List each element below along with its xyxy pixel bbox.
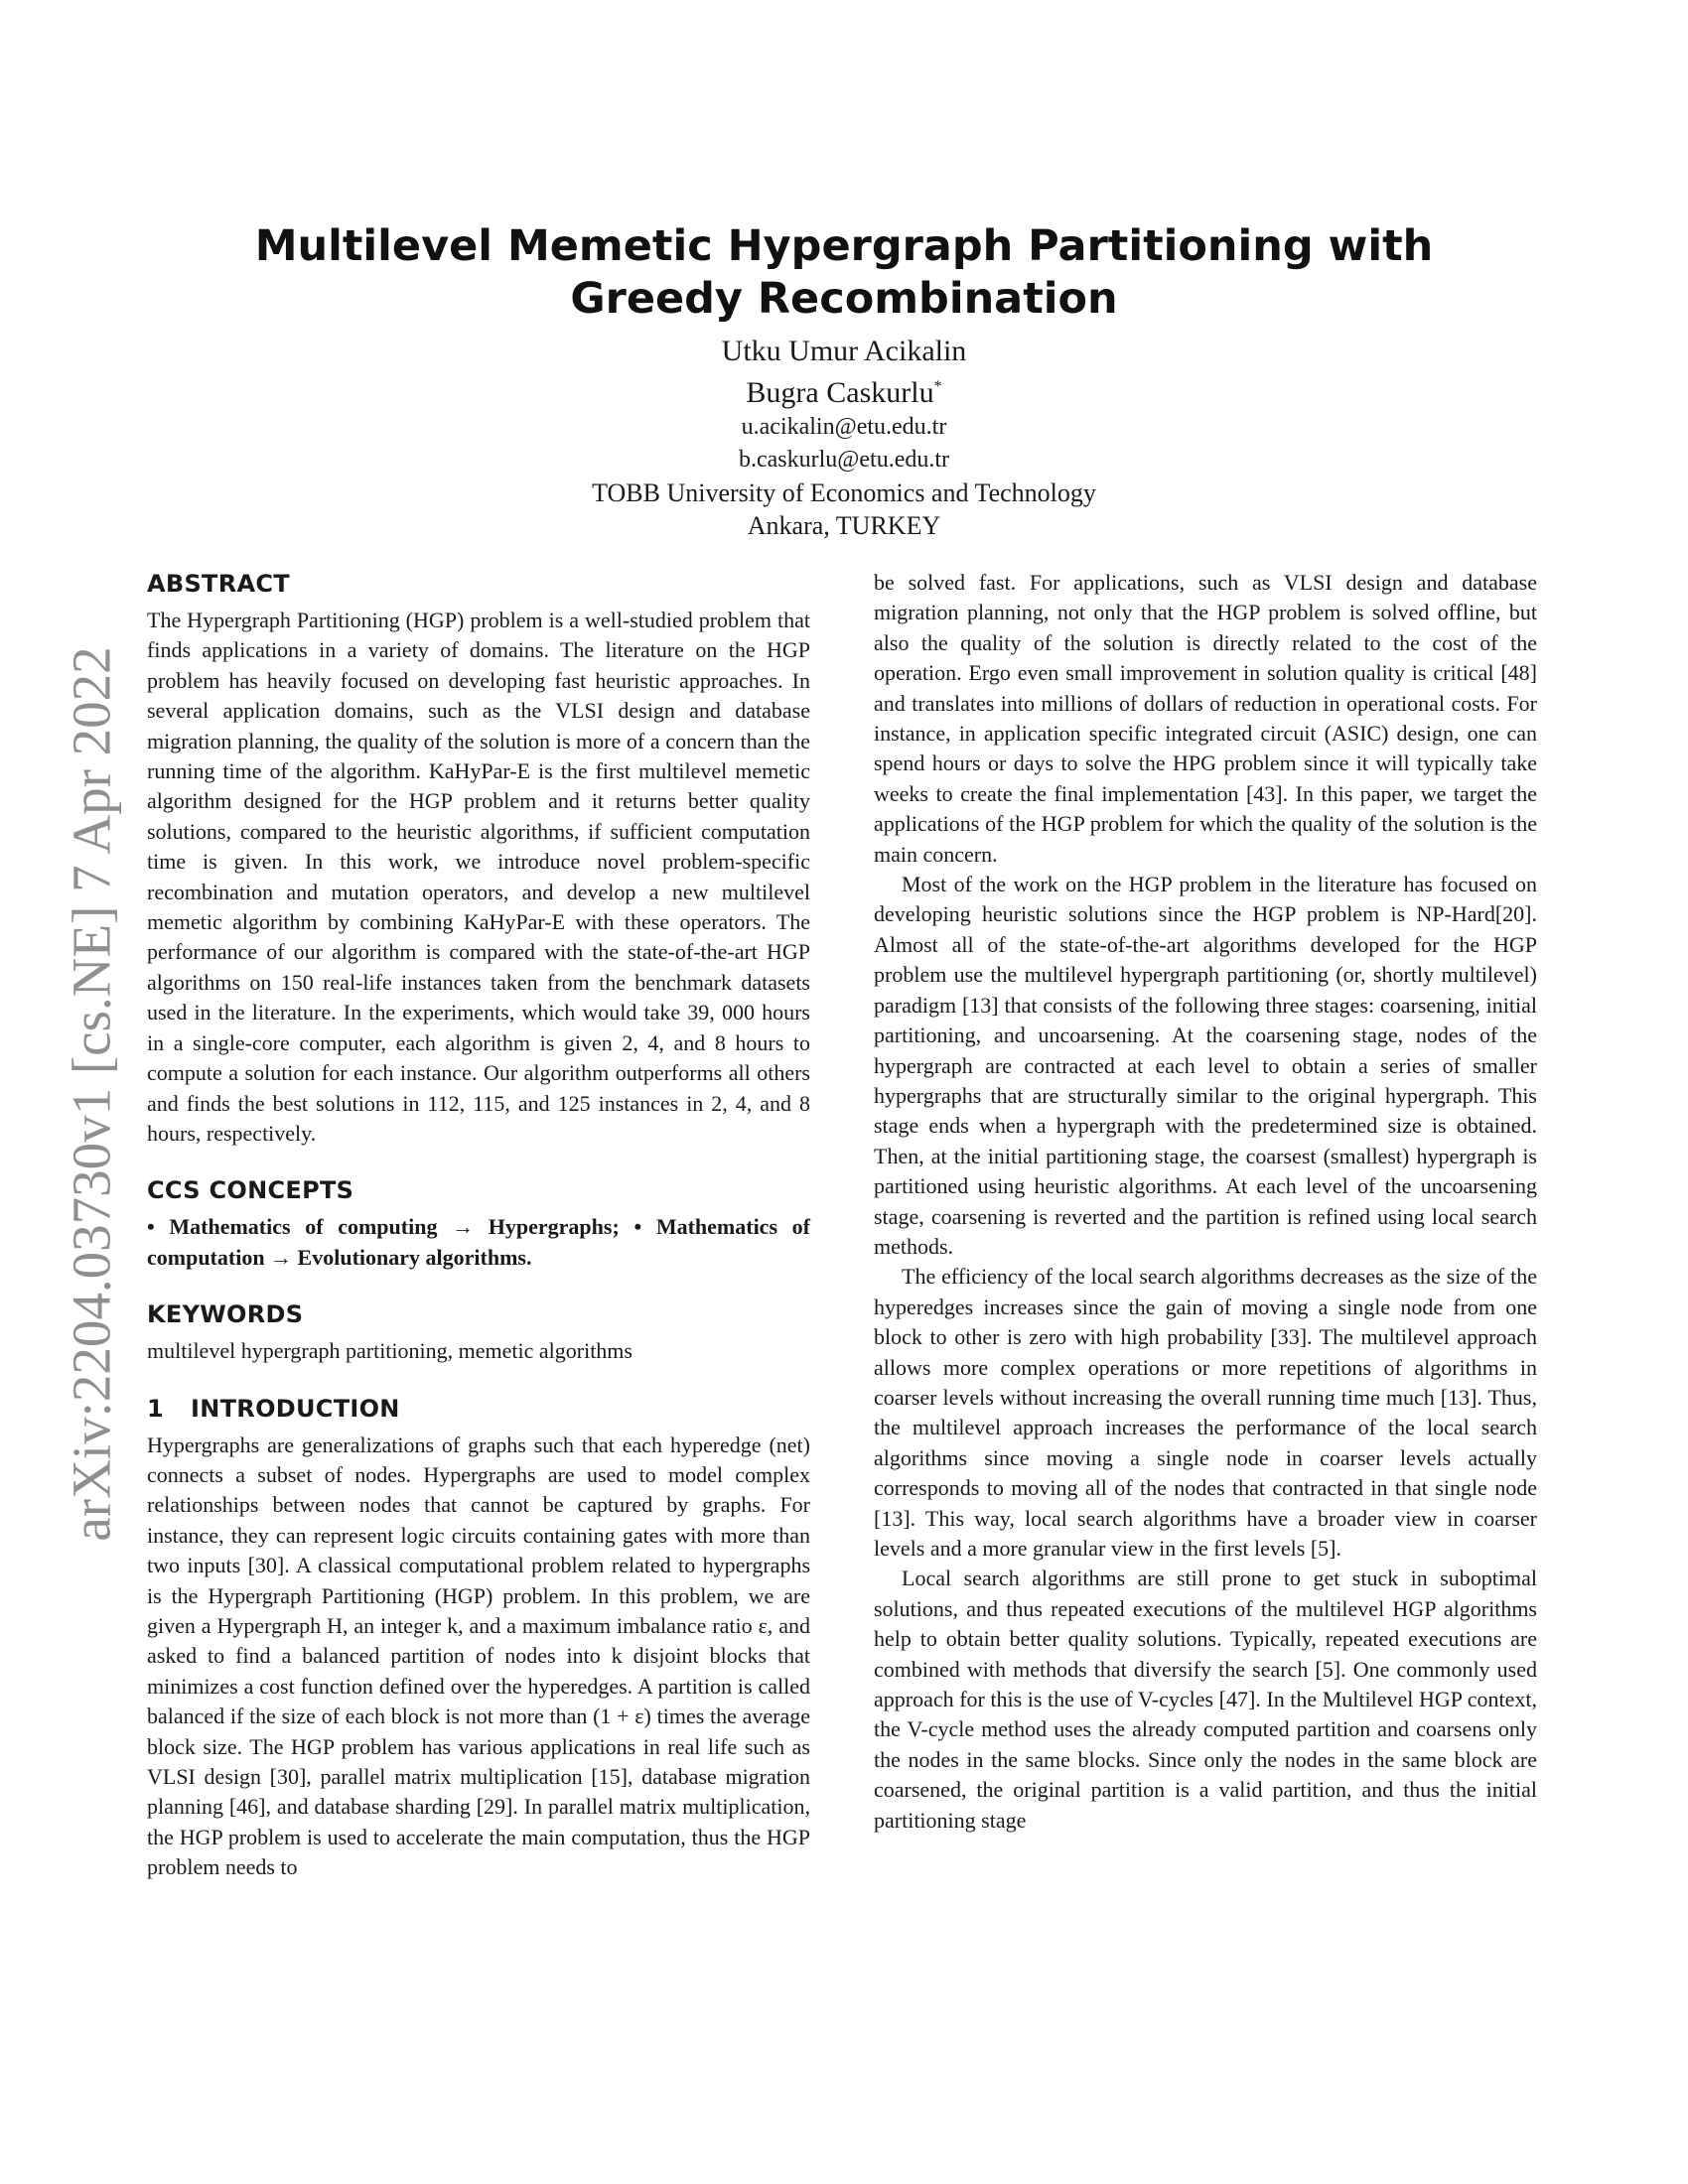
right-column <box>874 568 1537 1836</box>
intro-paragraph-2: Most of the work on the HGP problem in the literature has focused on developing heuristic solutions since the HGP problem is NP-Hard[20]. Almost all of the state-of-the-art algorithms developed for the HGP problem use the multilevel hypergraph partitioning (or, shortly multilevel) paradigm [13] that consists of the following three stages: coarsening, initial partitioning, and uncoarsening. At the coarsening stage, nodes of the hypergraph are contracted at each level to obtain a series of smaller hypergraphs that are structurally similar to the original hypergraph. This stage ends when a hypergraph with the predetermined size is obtained. Then, at the initial partitioning stage, the coarsest (smallest) hypergraph is partitioned using heuristic algorithms. At each level of the uncoarsening stage, coarsening is reverted and the partition is refined using local search methods. <box>874 872 1537 1259</box>
keywords-section <box>147 1298 810 1366</box>
keywords-text: multilevel hypergraph partitioning, memetic algorithms <box>147 1338 633 1364</box>
affiliation: TOBB University of Economics and Technology <box>592 478 1096 507</box>
ccs-section <box>147 1174 810 1273</box>
author-name: Bugra Caskurlu* <box>746 376 942 409</box>
section-title: INTRODUCTION <box>191 1394 400 1423</box>
ccs-concepts-text: • Mathematics of computing → Hypergraphs; • Mathematics of computation → Evolutionary algorithms. <box>147 1214 810 1270</box>
paper-header <box>0 220 1688 542</box>
paper-title: Multilevel Memetic Hypergraph Partitioning with Greedy Recombination <box>254 221 1434 324</box>
left-column <box>147 568 810 1883</box>
abstract-heading: ABSTRACT <box>147 570 290 598</box>
ccs-heading: CCS CONCEPTS <box>147 1176 354 1205</box>
intro-paragraph-1-continued: be solved fast. For applications, such as VLSI design and database migration planning, not only that the HGP problem is solved offline, but also the quality of the solution is directly related to the cost of the operation. Ergo even small improvement in solution quality is critical [48] and translates into millions of dollars of reduction in operational costs. For instance, in application specific integrated circuit (ASIC) design, one can spend hours or days to solve the HPG problem since it will typically take weeks to create the final implementation [43]. In this paper, we target the applications of the HGP problem for which the quality of the solution is the main concern. <box>874 570 1537 867</box>
abstract-text: The Hypergraph Partitioning (HGP) problem is a well-studied problem that finds applications in a variety of domains. The literature on the HGP problem has heavily focused on developing fast heuristic approaches. In several application domains, such as the VLSI design and database migration planning, the quality of the solution is more of a concern than the running time of the algorithm. KaHyPar-E is the first multilevel memetic algorithm designed for the HGP problem and it returns better quality solutions, compared to the heuristic algorithms, if sufficient computation time is given. In this work, we introduce novel problem-specific recombination and mutation operators, and develop a new multilevel memetic algorithm by combining KaHyPar-E with these operators. The performance of our algorithm is compared with the state-of-the-art HGP algorithms on 150 real-life instances taken from the benchmark datasets used in the literature. In the experiments, which would take 39, 000 hours in a single-core computer, each algorithm is given 2, 4, and 8 hours to compute a solution for each instance. Our algorithm outperforms all others and finds the best solutions in 112, 115, and 125 instances in 2, 4, and 8 hours, respectively. <box>147 608 810 1146</box>
introduction-heading <box>147 1393 810 1425</box>
introduction-section <box>147 1393 810 1883</box>
keywords-heading: KEYWORDS <box>147 1300 304 1329</box>
intro-paragraph-4: Local search algorithms are still prone to get stuck in suboptimal solutions, and thus repeated executions of the multilevel HGP algorithms help to obtain better quality solutions. Typically, repeated executions are combined with methods that diversify the search [5]. One commonly used approach for this is the use of V-cycles [47]. In the Multilevel HGP context, the V-cycle method uses the already computed partition and coarsens only the nodes in the same blocks. Since only the nodes in the same block are coarsened, the original partition is a valid partition, and thus the initial partitioning stage <box>874 1566 1537 1833</box>
arxiv-identifier-stamp: arXiv:2204.03730v1 [cs.NE] 7 Apr 2022 <box>61 646 122 1542</box>
intro-paragraph-1: Hypergraphs are generalizations of graphs such that each hyperedge (net) connects a subset of nodes. Hypergraphs are used to model complex relationships between nodes that cannot be captured by graphs. For instance, they can represent logic circuits containing gates with more than two inputs [30]. A classical computational problem related to hypergraphs is the Hypergraph Partitioning (HGP) problem. In this problem, we are given a Hypergraph H, an integer k, and a maximum imbalance ratio ε, and asked to find a balanced partition of nodes into k disjoint blocks that minimizes a cost function defined over the hyperedges. A partition is called balanced if the size of each block is not more than (1 + ε) times the average block size. The HGP problem has various applications in real life such as VLSI design [30], parallel matrix multiplication [15], database migration planning [46], and database sharding [29]. In parallel matrix multiplication, the HGP problem is used to accelerate the main computation, thus the HGP problem needs to <box>147 1432 810 1880</box>
author-email[interactable]: b.caskurlu@etu.edu.tr <box>738 447 950 473</box>
corresponding-author-mark: * <box>933 378 942 395</box>
intro-paragraph-3: The efficiency of the local search algorithms decreases as the size of the hyperedges increases since the gain of moving a single node from one block to other is zero with high probability [33]. The multilevel approach allows more complex operations or more repetitions of algorithms in coarser levels without increasing the overall running time much [13]. Thus, the multilevel approach increases the performance of the local search algorithms since moving a single node in coarser levels actually corresponds to moving all of the nodes that contracted in that single node [13]. This way, local search algorithms have a broader view in coarser levels and a more granular view in the first levels [5]. <box>874 1264 1537 1561</box>
author-block <box>0 334 1688 542</box>
author-email[interactable]: u.acikalin@etu.edu.tr <box>741 414 947 440</box>
abstract-section <box>147 568 810 1149</box>
section-number: 1 <box>147 1394 164 1423</box>
location: Ankara, TURKEY <box>747 511 941 540</box>
author-name: Utku Umur Acikalin <box>721 335 967 367</box>
